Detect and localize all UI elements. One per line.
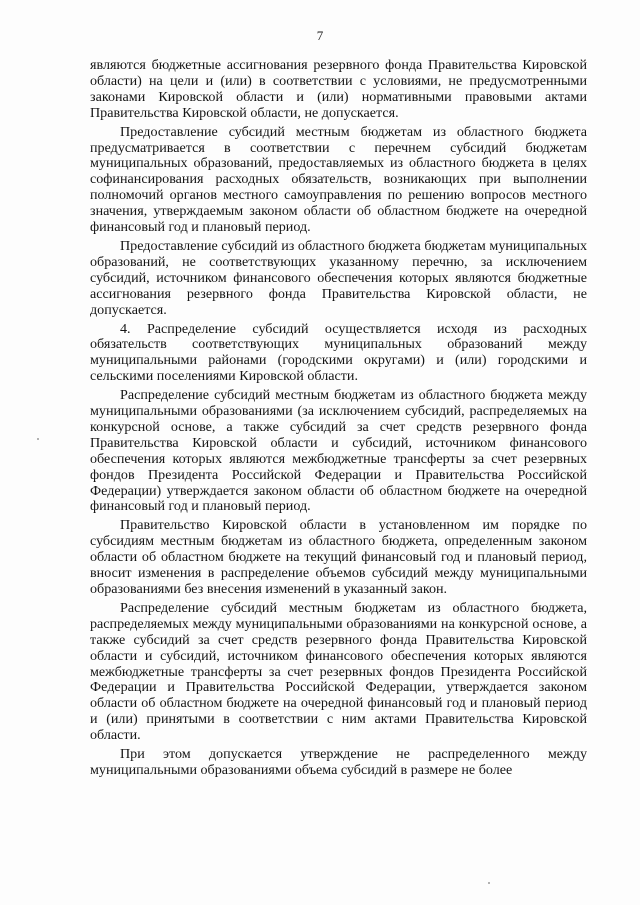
paragraph-subsidy-provision: Предоставление субсидий местным бюджетам из областного бюджета предусматривается в соответствии с перечнем субсидий бюджетам муниципальных образований, предоставляемых из областного бюджета в целях софинансирования расходных обязательств, возникающих при выполнении полномочий органов местного самоуправления по решению вопросов местного значения, утверждаемым законом области об областном бюджете на очередной финансовый год и плановый период. [90,123,587,236]
paragraph-continuation: являются бюджетные ассигнования резервного фонда Правительства Кировской области) на цели и (или) в соответствии с условиями, не предусмотренными законами Кировской области и (или) нормативными правовыми актами Правительства Кировской области, не допускается. [90,57,587,121]
scan-speck [37,438,39,440]
paragraph-undistributed-volume: При этом допускается утверждение не распределенного между муниципальными образованиями объема субсидий в размере не более [90,746,587,778]
paragraph-government-changes: Правительство Кировской области в установленном им порядке по субсидиям местным бюджетам из областного бюджета, определенным законом области об областном бюджете на текущий финансовый год и плановый период, вносит изменения в распределение объемов субсидий между муниципальными образованиями без внесения изменений в указанный закон. [90,517,587,597]
paragraph-item-4: 4. Распределение субсидий осуществляется исходя из расходных обязательств соответствующих муниципальных образований между муниципальными районами (городскими округами) и (или) городскими и сельскими поселениями Кировской области. [90,320,587,385]
paragraph-subsidy-exception: Предоставление субсидий из областного бюджета бюджетам муниципальных образований, не соответствующих указанному перечню, за исключением субсидий, источником финансового обеспечения которых являются бюджетные ассигнования резервного фонда Правительства Кировской области, не допускается. [90,237,587,318]
paragraph-competitive-distribution: Распределение субсидий местным бюджетам из областного бюджета, распределяемых между муниципальными образованиями на конкурсной основе, а также субсидий за счет средств резервного фонда Правительства Кировской области и субсидий, источником финансового обеспечения которых являются межбюджетные трансферты за счет резервных фондов Президента Российской Федерации и Правительства Российской Федерации, утверждается законом области об областном бюджете на очередной финансовый год и плановый период и (или) принятыми в соответствии с ним актами Правительства Кировской области. [90,599,587,744]
page-number: 7 [316,28,324,43]
document-body [90,58,587,782]
scan-speck [488,882,490,884]
paragraph-distribution-law: Распределение субсидий местным бюджетам из областного бюджета между муниципальными образованиями (за исключением субсидий, распределяемых на конкурсной основе, а также субсидий за счет средств резервного фонда Правительства Кировской области и субсидий, источником финансового обеспечения которых являются межбюджетные трансферты за счет резервных фондов Президента Российской Федерации и Правительства Российской Федерации) утверждается законом области об областном бюджете на очередной финансовый год и плановый период. [90,387,587,515]
